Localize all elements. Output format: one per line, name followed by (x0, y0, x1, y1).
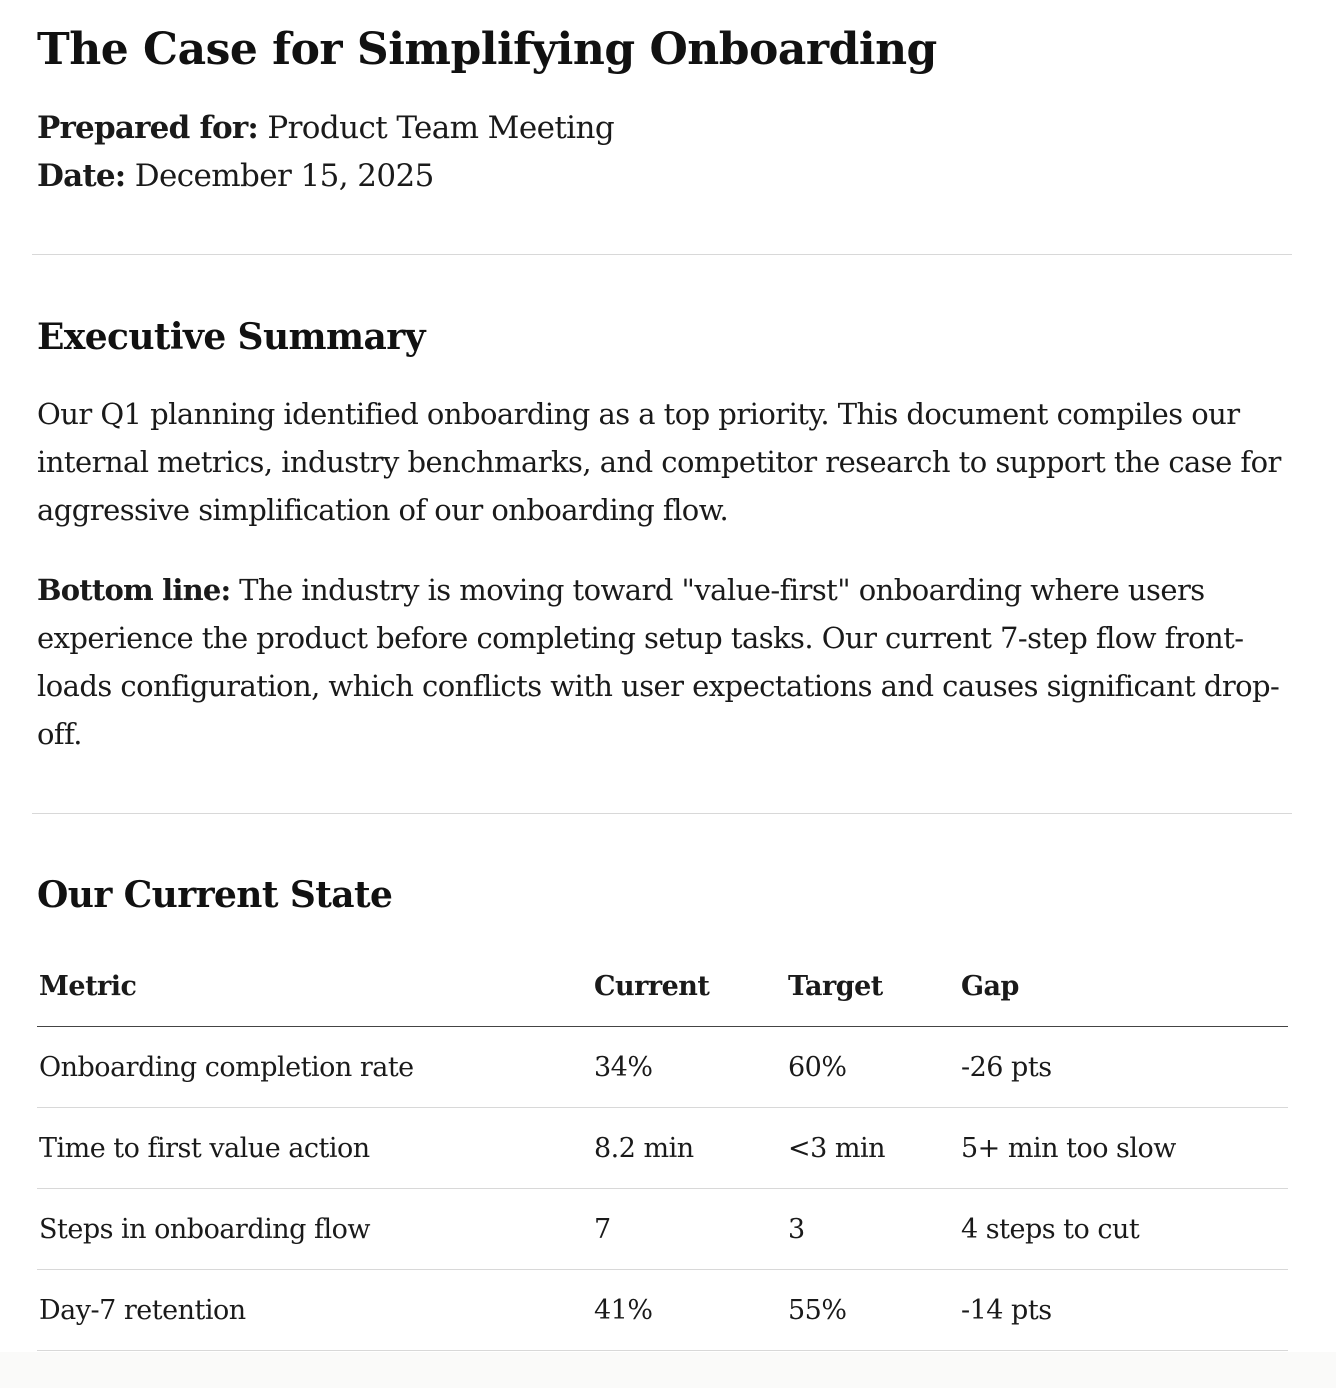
metric-cell: Steps in onboarding flow (37, 1189, 592, 1270)
current-cell: 34% (592, 1027, 786, 1108)
prepared-for-value: Product Team Meeting (267, 110, 615, 146)
metric-cell: Time to first value action (37, 1108, 592, 1189)
prepared-for-label: Prepared for: (37, 110, 259, 146)
date-label: Date: (37, 158, 126, 194)
current-cell: 8.2 min (592, 1108, 786, 1189)
target-cell: 60% (786, 1027, 959, 1108)
gap-cell: -14 pts (959, 1270, 1288, 1351)
gap-cell: -26 pts (959, 1027, 1288, 1108)
date-value: December 15, 2025 (134, 158, 434, 194)
divider (32, 813, 1292, 814)
column-header-gap: Gap (959, 946, 1288, 1027)
target-cell: <3 min (786, 1108, 959, 1189)
bottom-line-paragraph (37, 566, 1295, 758)
target-cell: 3 (786, 1189, 959, 1270)
meta-date (37, 156, 434, 196)
target-cell: 55% (786, 1270, 959, 1351)
document-title: The Case for Simplifying Onboarding (37, 24, 937, 75)
column-header-metric: Metric (37, 946, 592, 1027)
metrics-table (37, 946, 1288, 1351)
bottom-line-label: Bottom line: (37, 573, 231, 607)
table-row (37, 1108, 1288, 1189)
table-row (37, 1027, 1288, 1108)
executive-summary-heading: Executive Summary (37, 316, 425, 358)
column-header-target: Target (786, 946, 959, 1027)
gap-cell: 5+ min too slow (959, 1108, 1288, 1189)
page-bottom-edge (0, 1352, 1336, 1388)
executive-summary-paragraph: Our Q1 planning identified onboarding as a top priority. This document compiles our internal metrics, industry benchmarks, and competitor research to support the case for aggressive simplification of our onboarding flow. (37, 397, 1281, 527)
table-header-row (37, 946, 1288, 1027)
column-header-current: Current (592, 946, 786, 1027)
current-cell: 41% (592, 1270, 786, 1351)
current-state-heading: Our Current State (37, 874, 393, 916)
metric-cell: Day-7 retention (37, 1270, 592, 1351)
table-row (37, 1270, 1288, 1351)
meta-prepared-for (37, 108, 614, 148)
bottom-line-text: The industry is moving toward "value-first" onboarding where users experience the product before completing setup tasks. Our current 7-step flow front-loads configuration, which conflicts with user expectations and causes significant drop-off. (37, 573, 1280, 751)
metric-cell: Onboarding completion rate (37, 1027, 592, 1108)
gap-cell: 4 steps to cut (959, 1189, 1288, 1270)
table-row (37, 1189, 1288, 1270)
current-cell: 7 (592, 1189, 786, 1270)
divider (32, 254, 1292, 255)
